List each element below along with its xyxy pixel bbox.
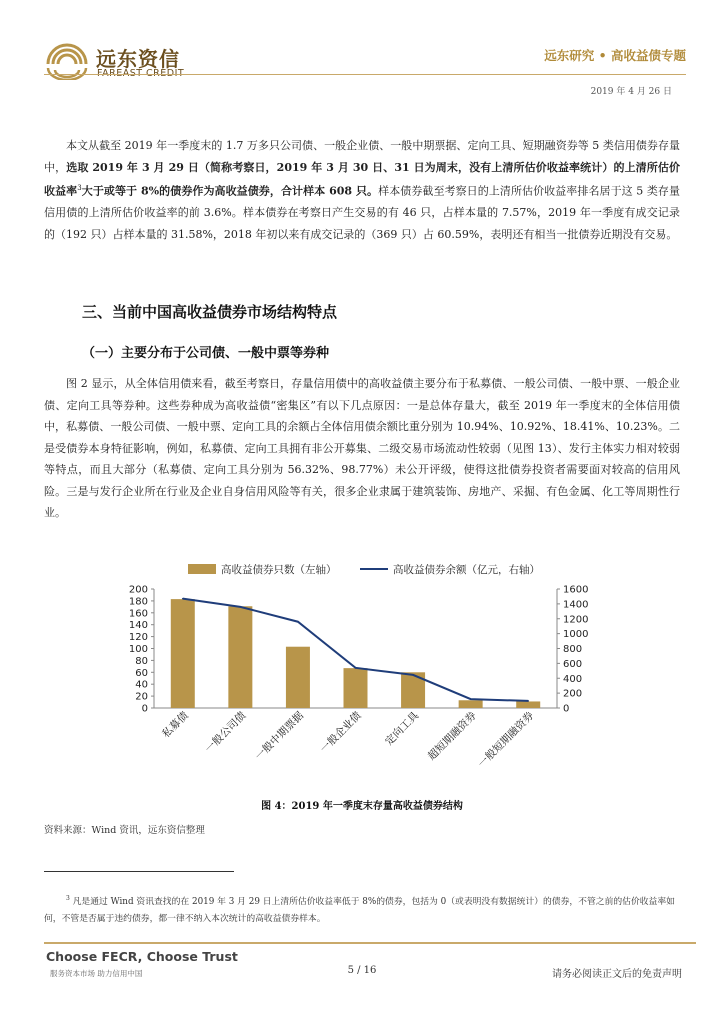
report-series: 远东研究 • 高收益债专题 [544, 48, 686, 63]
p1-c: 大于或等于 8%的债券作为高收益债券，合计样本 608 只。 [81, 184, 379, 198]
balance-point-一般企业债 [355, 667, 357, 669]
p1-a: 本文从截至 2019 年一季度末的 1.7 万多只公司债、一般企业债、一般中期票据、定向工具、短期融资券等 5 类信用债券存量中， [44, 139, 680, 174]
left-tick-label: 180 [128, 596, 148, 608]
footer-divider [44, 942, 696, 944]
high-yield-structure-chart [0, 555, 724, 800]
right-tick-label: 1000 [563, 629, 589, 641]
left-tick-label: 100 [128, 644, 148, 655]
bar-一般短期融资券 [516, 701, 540, 708]
footer-slogan: Choose FECR, Choose Trust [46, 949, 238, 964]
left-tick-label: 60 [135, 667, 148, 679]
x-tick-label: 一般中期票据 [253, 709, 307, 763]
bar-一般中期票据 [286, 647, 310, 708]
report-date: 2019 年 4 月 26 日 [590, 87, 672, 97]
p1-d: 样本债券截至考察日的上清所估价收益率排名居于这 5 类存量信用债的上清所估价收益率的前 3.6%。样本债券在考察日产生交易的有 46 只，占样本量的 7.57%，2019 年一季度有成交记录的（192 只）占样本量的 31.58%，2018 年初以来有成交记录的（369 只）占 60.59%，表明还有相当一批债券近期没有交易。 [44, 184, 680, 241]
figure-source: 资料来源：Wind 资讯，远东资信整理 [44, 825, 205, 836]
balance-point-超短期融资券 [470, 698, 472, 700]
logo-en: FAREAST CREDIT [97, 68, 185, 79]
section-title: 三、当前中国高收益债券市场结构特点 [82, 303, 338, 321]
footnote-text: 凡是通过 Wind 资讯查找的在 2019 年 3 月 29 日上清所估价收益率低于 8%的债券，包括为 0（或表明没有数据统计）的债券，不管之前的估价收益率如何，不管是否属于违约债券，都一律不纳入本次统计的高收益债券样本。 [44, 896, 675, 924]
bar-一般公司债 [228, 606, 252, 708]
footnote [44, 890, 680, 928]
x-tick-label: 一般短期融资券 [475, 709, 537, 771]
left-tick-label: 80 [135, 655, 148, 667]
footnote-mark: 3 [66, 895, 70, 902]
balance-point-定向工具 [412, 674, 414, 676]
legend-bar-swatch [188, 564, 216, 574]
left-tick-label: 40 [135, 679, 148, 691]
x-tick-label: 一般企业债 [318, 709, 364, 756]
right-tick-label: 0 [563, 703, 570, 715]
right-tick-label: 1400 [563, 599, 589, 611]
logo [44, 40, 194, 84]
logo-cn: 远东资信 [96, 47, 180, 71]
right-tick-label: 800 [563, 644, 583, 655]
subsection-title: （一）主要分布于公司债、一般中票等券种 [82, 346, 330, 361]
right-tick-label: 600 [563, 658, 583, 670]
footnote-divider [44, 871, 234, 872]
bar-超短期融资券 [459, 700, 483, 708]
x-tick-label: 超短期融资券 [425, 709, 479, 763]
figure-caption: 图 4：2019 年一季度末存量高收益债券结构 [261, 801, 463, 812]
x-tick-label: 定向工具 [383, 709, 422, 748]
bar-私募债 [171, 599, 195, 708]
right-tick-label: 1200 [563, 614, 589, 626]
balance-point-一般短期融资券 [527, 700, 529, 702]
left-tick-label: 0 [141, 703, 148, 715]
p1-sup: 3 [77, 184, 82, 192]
bar-一般企业债 [344, 668, 368, 708]
left-tick-label: 160 [128, 608, 148, 620]
left-tick-label: 200 [128, 584, 148, 596]
balance-point-一般公司债 [240, 606, 242, 608]
balance-point-私募债 [182, 598, 184, 600]
paragraph-1 [44, 135, 680, 245]
balance-point-一般中期票据 [297, 621, 299, 623]
page-number: 5 / 16 [347, 965, 377, 976]
footer-disclaimer: 请务必阅读正文后的免责声明 [552, 969, 682, 980]
left-tick-label: 140 [128, 620, 148, 632]
chart-legend [188, 563, 540, 576]
x-tick-label: 一般公司债 [202, 709, 249, 756]
paragraph-2: 图 2 显示，从全体信用债来看，截至考察日，存量信用债中的高收益债主要分布于私募债、一般公司债、一般中票、一般企业债、定向工具等券种。这些券种成为高收益债“密集区”有以下几点原因：一是总体存量大，截至 2019 年一季度末的全体信用债中，私募债、一般公司债、一般中票、定向工具的余额占全体信用债余额比重分别为 10.94%、10.92%、18.41%、10.23%。二是受债券本身特征影响，例如，私募债、定向工具拥有非公开募集、二级交易市场流动性较弱（见图 13）、发行主体实力相对较弱等特点，而且大部分（私募债、定向工具分别为 56.32%、98.77%）未公开评级，使得这批债券投资者需要面对较高的信用风险。三是与发行企业所在行业及企业自身信用风险等有关，很多企业隶属于建筑装饰、房地产、采掘、有色金属、化工等周期性行业。 [44, 377, 680, 519]
footer-sub: 服务资本市场 助力信用中国 [50, 969, 143, 978]
right-tick-label: 200 [563, 688, 583, 700]
legend-line-label: 高收益债券余额（亿元，右轴） [393, 564, 540, 576]
p1-b: 选取 2019 年 3 月 29 日（简称考察日，2019 年 3 月 30 日、31 日为周末，没有上清所估价收益率统计）的上清所估价收益率 [44, 160, 680, 198]
left-tick-label: 20 [135, 691, 148, 703]
left-tick-label: 120 [128, 632, 148, 644]
right-tick-label: 1600 [563, 584, 589, 596]
x-tick-label: 私募债 [160, 709, 191, 741]
right-tick-label: 400 [563, 673, 583, 685]
legend-bar-label: 高收益债券只数（左轴） [221, 564, 337, 576]
header-divider [44, 74, 686, 75]
